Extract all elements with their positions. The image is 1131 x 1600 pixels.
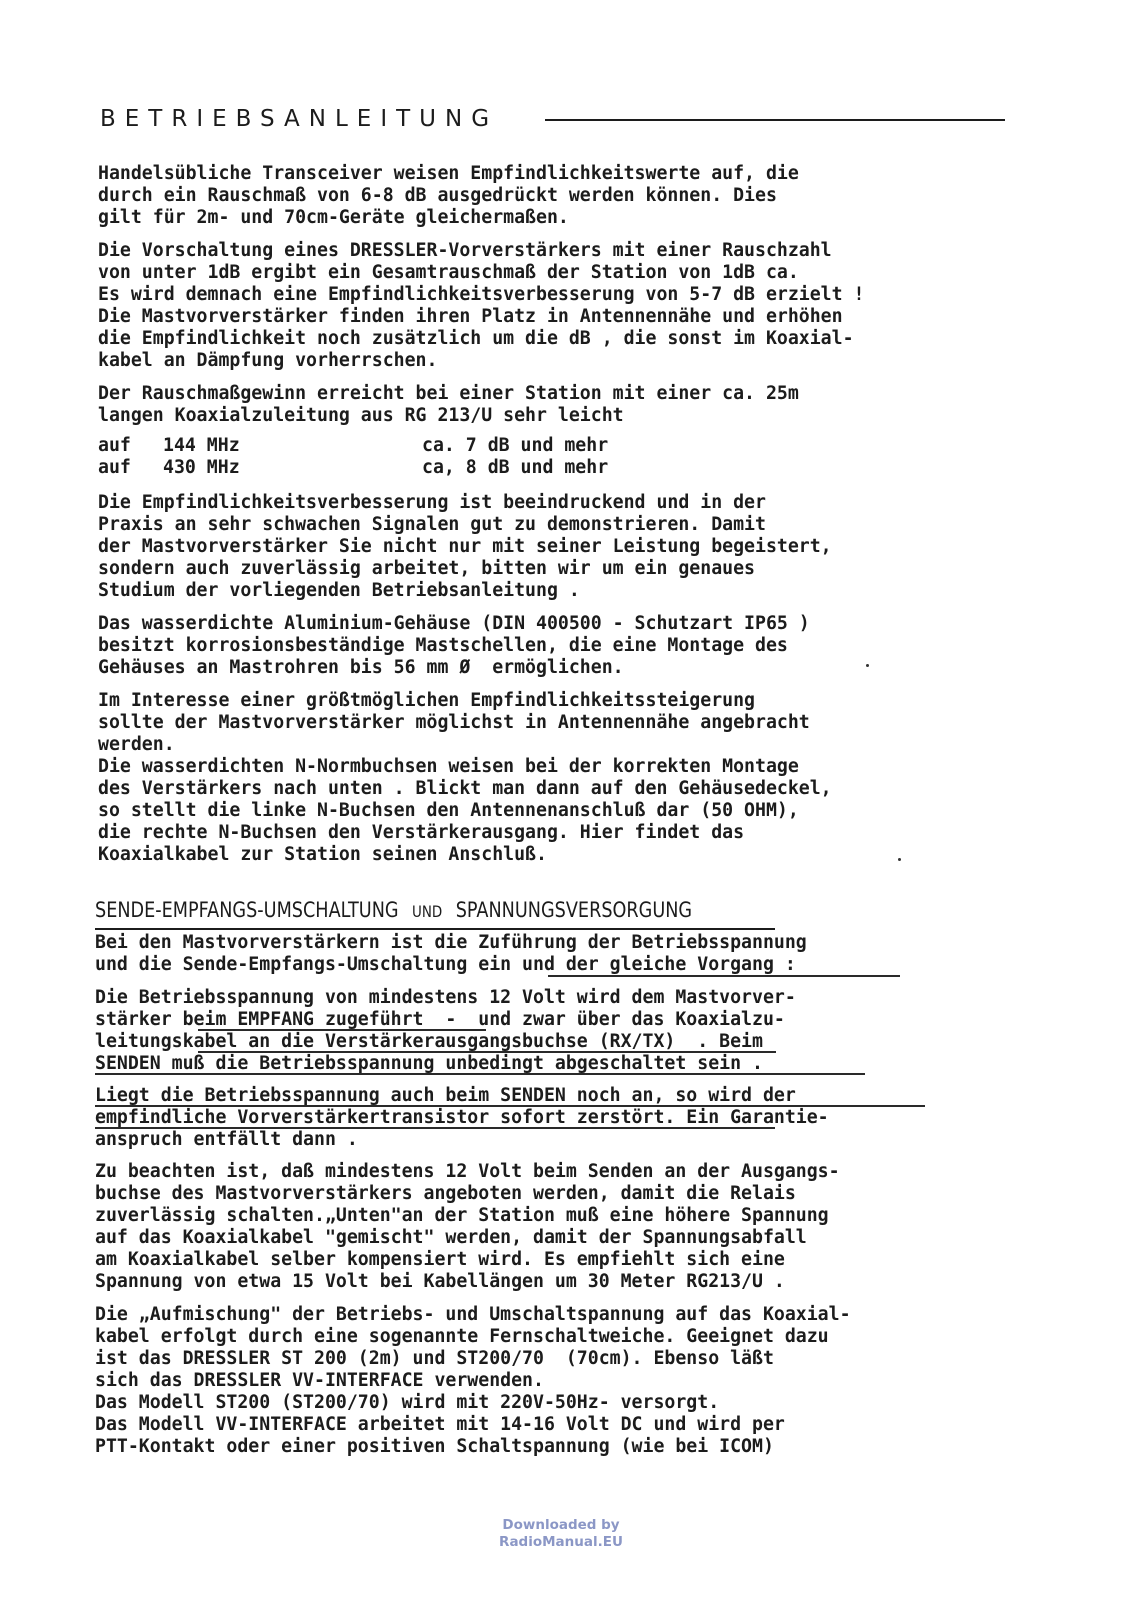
paragraph-body-3: Im Interesse einer größtmöglichen Empfindlichkeitssteigerung sollte der Mastvorverstärker möglichst in Antennennähe angebracht werden. Die wasserdichten N-Normbuchsen weisen bei der korrekten Montage des Verstärkers nach unten . Blickt man dann auf den Gehäusedeckel, so stellt die linke N-Buchsen den Antennenanschluß dar (50 OHM), die rechte N-Buchsen den Verstärkerausgang. Hier findet das Koaxialkabel zur Station seinen Anschluß.: [98, 690, 832, 865]
paragraph-body-1: Die Empfindlichkeitsverbesserung ist beeindruckend und in der Praxis an sehr schwachen Signalen gut zu demonstrieren. Damit der Mastvorverstärker Sie nicht nur mit seiner Leistung begeistert, sondern auch zuverlässig arbeitet, bitten wir um ein genaues Studium der vorliegenden Betriebsanleitung .: [98, 492, 832, 601]
paragraph-intro-3: Der Rauschmaßgewinn erreicht bei einer Station mit einer ca. 25m langen Koaxialzuleitung aus RG 213/U sehr leicht: [98, 383, 799, 426]
paragraph-intro-1: Handelsübliche Transceiver weisen Empfindlichkeitswerte auf, die durch ein Rauschmaß von 6-8 dB ausgedrückt werden können. Dies gilt für 2m- und 70cm-Geräte gleichermaßen.: [98, 163, 799, 228]
section-heading-part1: SENDE-EMPFANGS-UMSCHALTUNG: [95, 898, 399, 922]
section-heading-underline: [95, 928, 775, 930]
section-heading-part2: UND: [412, 902, 443, 921]
handwritten-underline: [198, 1051, 776, 1053]
freq-prefix: auf: [98, 457, 131, 478]
title-row: [100, 104, 1005, 134]
watermark-line-2: RadioManual.EU: [499, 1534, 623, 1550]
paragraph-section-3: Liegt die Betriebsspannung auch beim SENDEN noch an, so wird der empfindliche Vorverstärkertransistor sofort zerstört. Ein Garantie- anspruch entfällt dann .: [95, 1085, 829, 1150]
handwritten-underline: [95, 1105, 925, 1107]
section-heading-part3: SPANNUNGSVERSORGUNG: [455, 898, 693, 922]
freq-gain: ca. 7 dB und mehr: [422, 435, 609, 456]
paragraph-section-1: Bei den Mastvorverstärkern ist die Zuführung der Betriebsspannung und die Sende-Empfangs-Umschaltung ein und der gleiche Vorgang :: [95, 932, 807, 975]
freq-prefix: auf: [98, 435, 131, 456]
handwritten-underline: [198, 1029, 486, 1031]
freq-gain: ca, 8 dB und mehr: [422, 457, 609, 478]
handwritten-underline: [548, 975, 900, 977]
ink-mark: [866, 664, 869, 667]
handwritten-underline: [95, 1127, 775, 1129]
paragraph-section-5: Die „Aufmischung" der Betriebs- und Umschaltspannung auf das Koaxial- kabel erfolgt durch eine sogenannte Fernschaltweiche. Geeignet dazu ist das DRESSLER ST 200 (2m) und ST200/70 (70cm). Ebenso läßt sich das DRESSLER VV-INTERFACE verwenden. Das Modell ST200 (ST200/70) wird mit 220V-50Hz- versorgt. Das Modell VV-INTERFACE arbeitet mit 14-16 Volt DC und wird per PTT-Kontakt oder einer positiven Schaltspannung (wie bei ICOM): [95, 1304, 851, 1457]
download-watermark: [486, 1517, 636, 1551]
title-rule: [545, 119, 1005, 121]
watermark-line-1: Downloaded by: [502, 1517, 620, 1533]
freq-value: 430 MHz: [163, 457, 240, 478]
page-title: BETRIEBSANLEITUNG: [100, 106, 499, 132]
paragraph-body-2: Das wasserdichte Aluminium-Gehäuse (DIN 400500 - Schutzart IP65 ) besitzt korrosionsbeständige Mastschellen, die eine Montage des Gehäuses an Mastrohren bis 56 mm Ø ermöglichen.: [98, 613, 810, 678]
paragraph-section-4: Zu beachten ist, daß mindestens 12 Volt beim Senden an der Ausgangs- buchse des Mastvorverstärkers angeboten werden, damit die Relais zuverlässig schalten.„Unten"an der Station muß eine höhere Spannung auf das Koaxialkabel "gemischt" werden, damit der Spannungsabfall am Koaxialkabel selber kompensiert wird. Es empfiehlt sich eine Spannung von etwa 15 Volt bei Kabellängen um 30 Meter RG213/U .: [95, 1161, 840, 1292]
paragraph-intro-2: Die Vorschaltung eines DRESSLER-Vorverstärkers mit einer Rauschzahl von unter 1dB ergibt ein Gesamtrauschmaß der Station von 1dB ca. Es wird demnach eine Empfindlichkeitsverbesserung von 5-7 dB erzielt ! Die Mastvorverstärker finden ihren Platz in Antennennähe und erhöhen die Empfindlichkeit noch zusätzlich um die dB , die sonst im Koaxial- kabel an Dämpfung vorherrschen.: [98, 240, 865, 371]
handwritten-underline: [95, 1073, 865, 1075]
freq-value: 144 MHz: [163, 435, 240, 456]
paragraph-section-2: Die Betriebsspannung von mindestens 12 Volt wird dem Mastvorver- stärker beim EMPFANG zugeführt - und zwar über das Koaxialzu- leitungskabel an die Verstärkerausgangsbuchse (RX/TX) . Beim SENDEN muß die Betriebsspannung unbedingt abgeschaltet sein .: [95, 987, 796, 1074]
section-heading: [95, 896, 692, 926]
ink-mark: [898, 858, 901, 861]
